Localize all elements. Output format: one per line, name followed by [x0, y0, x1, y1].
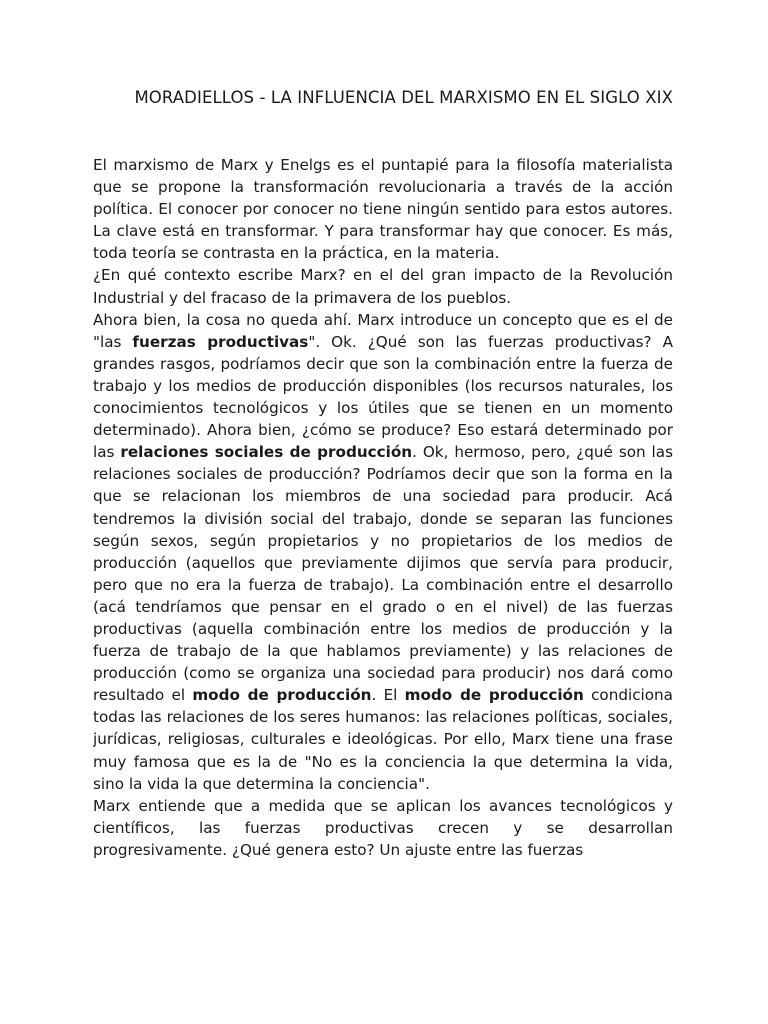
- paragraph-4-text: Marx entiende que a medida que se aplican los avances tecnológicos y científicos, las fuerzas productivas crecen y se desarrollan progresivamente. ¿Qué genera esto? Un ajuste entre las fuerzas: [93, 796, 673, 859]
- paragraph-1-text: El marxismo de Marx y Enelgs es el puntapié para la filosofía materialista que se propone la transformación revolucionaria a través de la acción política. El conocer por conocer no tiene ningún sentido para estos autores. La clave está en transformar. Y para transformar hay que conocer. Es más, toda teoría se contrasta en la práctica, en la materia.: [93, 156, 673, 263]
- term-modo-de-produccion-1: modo de producción: [192, 686, 372, 705]
- paragraph-3-text-3: . Ok, hermoso, pero, ¿qué son las relaciones sociales de producción? Podríamos decir que son la forma en la que se relacionan los miembros de una sociedad para producir. Acá tendremos la división social del trabajo, donde se separan las funciones según sexos, según propietarios y no propietarios de los medios de producción (aquellos que previamente dijimos que servía para producir, pero que no era la fuerza de trabajo). La combinación entre el desarrollo (acá tendríamos que pensar en el grado o en el nivel) de las fuerzas productivas (aquella combinación entre los medios de producción y la fuerza de trabajo de la que hablamos previamente) y las relaciones de producción (como se organiza una sociedad para producir) nos dará como resultado el: [93, 443, 673, 705]
- paragraph-1: [93, 154, 673, 264]
- paragraph-3-text-4: . El: [371, 686, 405, 705]
- paragraph-3-text-5: condiciona todas las relaciones de los seres humanos: las relaciones políticas, sociales, jurídicas, religiosas, culturales e ideológicas. Por ello, Marx tiene una frase muy famosa que es la de "No es la conciencia la que determina la vida, sino la vida la que determina la conciencia".: [93, 686, 673, 793]
- paragraph-4: [93, 795, 673, 861]
- paragraph-3-text-1: Ahora bien, la cosa no queda ahí. Marx introduce un concepto que es el de "las: [93, 310, 673, 351]
- paragraph-2-text: ¿En qué contexto escribe Marx? en el del gran impacto de la Revolución Industrial y del fracaso de la primavera de los pueblos.: [93, 266, 673, 307]
- document-body: [93, 154, 673, 944]
- term-relaciones-sociales-de-produccion: relaciones sociales de producción: [120, 443, 413, 462]
- paragraph-3-text-2: ". Ok. ¿Qué son las fuerzas productivas? A grandes rasgos, podríamos decir que son la combinación entre la fuerza de trabajo y los medios de producción disponibles (los recursos naturales, los conocimientos tecnológicos y los útiles que se tienen en un momento determinado). Ahora bien, ¿cómo se produce? Eso estará determinado por las: [93, 332, 673, 462]
- document-title: MORADIELLOS - LA INFLUENCIA DEL MARXISMO EN EL SIGLO XIX: [134, 88, 673, 107]
- term-modo-de-produccion-2: modo de producción: [404, 686, 584, 705]
- paragraph-2: [93, 264, 673, 308]
- paragraph-3: [93, 309, 673, 795]
- term-fuerzas-productivas: fuerzas productivas: [132, 332, 309, 351]
